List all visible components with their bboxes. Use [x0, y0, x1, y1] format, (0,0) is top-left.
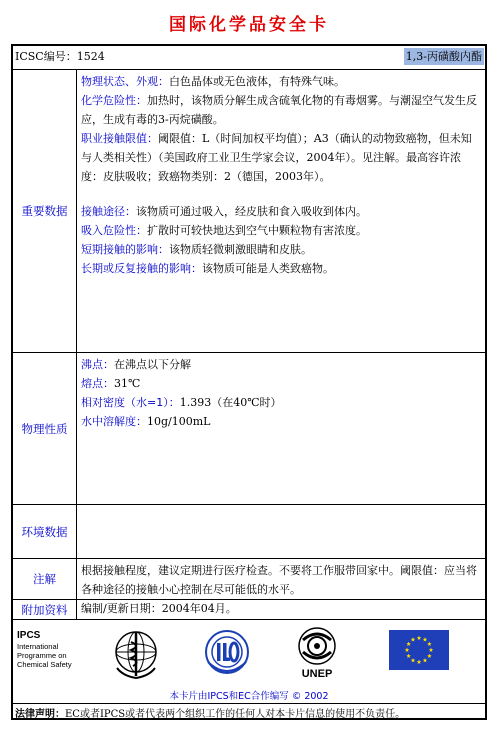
- ipcs-title: IPCS: [17, 630, 41, 641]
- notes-section: [13, 559, 485, 600]
- legal-statement: [15, 705, 405, 720]
- additional-info-label: 附加资料: [13, 600, 77, 619]
- additional-info-content: 编制/更新日期：2004年04月。: [81, 602, 237, 615]
- ipcs-line-1: International: [17, 642, 59, 651]
- eu-flag-icon: [389, 630, 449, 670]
- important-data-content: [77, 70, 485, 352]
- chemical-hazard-item: 化学危险性：加热时，该物质分解生成含硫氧化物的有毒烟雾。与潮湿空气发生反应，生成有毒的3-丙烷磺酸。: [81, 94, 477, 126]
- additional-info-section: [13, 600, 485, 620]
- legal-text: EC或者IPCS或者代表两个组织工作的任何人对本卡片信息的使用不负责任。: [65, 709, 406, 720]
- relative-density-item: 相对密度（水=1）：1.393（在40℃时）: [81, 396, 282, 409]
- legal-key: 法律声明：: [15, 709, 65, 720]
- melting-point-item: 熔点：31℃: [81, 377, 141, 390]
- exposure-route-item: 接触途径：该物质可通过吸入，经皮肤和食入吸收到体内。: [81, 205, 367, 218]
- safety-card: [11, 44, 487, 720]
- important-data-section: [13, 70, 485, 353]
- notes-content: 根据接触程度，建议定期进行医疗检查。不要将工作服带回家中。阈限值：应当将各种途径的接触小心控制在尽可能低的水平。: [81, 564, 477, 596]
- inhalation-risk-item: 吸入危险性：扩散时可较快地达到空气中颗粒物有害浓度。: [81, 224, 367, 237]
- boiling-point-item: 沸点：在沸点以下分解: [81, 358, 191, 371]
- credit-line: 本卡片由IPCS和EC合作编写 © 2002: [169, 691, 329, 702]
- ilo-emblem-icon: [203, 628, 251, 678]
- environment-data-label: 环境数据: [13, 505, 77, 558]
- chemical-name: 1,3-丙磺酸内酯: [405, 50, 482, 63]
- ipcs-line-3: Chemical Safety: [17, 660, 72, 669]
- physical-properties-content: [77, 353, 485, 504]
- unep-label: UNEP: [301, 668, 333, 680]
- exposure-limit-item: 职业接触限值：阈限值：L（时间加权平均值）；A3（确认的动物致癌物，但未知与人类相关性）（美国政府工业卫生学家会议，2004年）。见注解。最高容许浓度：皮肤吸收；致癌物类别：2（德国，2003年）。: [81, 132, 472, 183]
- page-title: 国际化学品安全卡: [169, 15, 329, 35]
- ipcs-line-2: Programme on: [17, 651, 67, 660]
- id-label-group: [15, 48, 105, 65]
- notes-label: 注解: [13, 559, 77, 599]
- environment-data-section: [13, 505, 485, 559]
- physical-properties-label: 物理性质: [13, 353, 77, 504]
- ipcs-logo-text: [17, 630, 72, 669]
- important-data-label: 重要数据: [13, 70, 77, 352]
- long-term-effects-item: 长期或反复接触的影响：该物质可能是人类致癌物。: [81, 262, 334, 275]
- icsc-label: ICSC编号：: [15, 50, 77, 63]
- id-row: [13, 46, 485, 70]
- unep-emblem-icon: [293, 626, 341, 668]
- physical-state-item: 物理状态、外观：白色晶体或无色液体，有特殊气味。: [81, 75, 345, 88]
- who-emblem-icon: [113, 628, 159, 680]
- icsc-number: 1524: [76, 50, 105, 63]
- physical-properties-section: [13, 353, 485, 505]
- short-term-effects-item: 短期接触的影响：该物质轻微刺激眼睛和皮肤。: [81, 243, 312, 256]
- logos-section: [13, 620, 485, 704]
- water-solubility-item: 水中溶解度：10g/100mL: [81, 415, 211, 428]
- environment-data-content: [77, 505, 485, 558]
- legal-section: [13, 704, 485, 722]
